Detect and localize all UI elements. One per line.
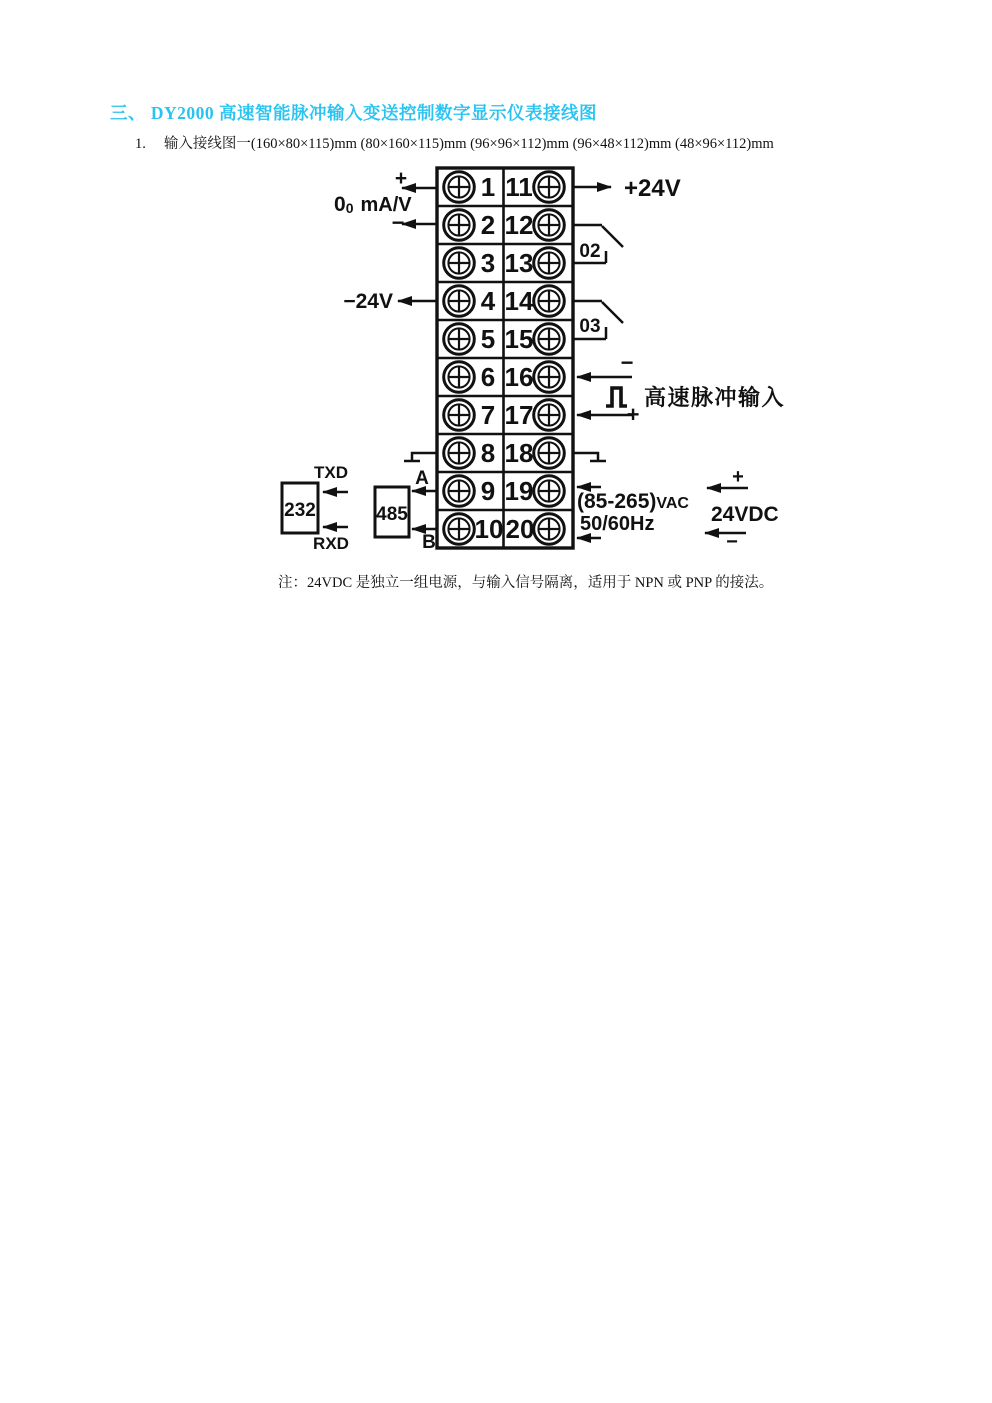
terminal-number: 16 (504, 362, 534, 392)
screw-terminal-icon (534, 324, 565, 355)
pulse-plus-label: + (626, 402, 640, 427)
screw-terminal-icon (444, 514, 475, 545)
screw-terminal-icon (534, 438, 565, 469)
terminal-number: 12 (504, 210, 534, 240)
screw-terminal-icon (444, 324, 475, 355)
ac-unit: VAC (656, 495, 689, 512)
screw-terminal-icon (444, 438, 475, 469)
section-heading: 三、 DY2000 高速智能脉冲输入变送控制数字显示仪表接线图 (110, 103, 598, 123)
screw-terminal-icon (534, 210, 565, 241)
terminal-number: 2 (480, 210, 496, 240)
screw-terminal-icon (444, 476, 475, 507)
pulse-minus-label: − (620, 350, 634, 375)
terminal-number: 7 (480, 400, 496, 430)
terminal-number: 14 (504, 286, 534, 316)
terminal-number: 13 (504, 248, 534, 278)
screw-terminal-icon (534, 362, 565, 393)
pulse-input-label: 高速脉冲输入 (644, 385, 786, 410)
rs232-box-label: 232 (284, 500, 316, 521)
wiring-diagram (260, 155, 820, 565)
relay-03-label: 03 (579, 316, 601, 337)
dc-plus-label: + (732, 466, 744, 488)
ac-freq-label: 50/60Hz (580, 513, 655, 535)
analog-unit: mA/V (360, 194, 412, 216)
relay-02-label: 02 (579, 241, 601, 262)
rxd-label: RXD (313, 534, 349, 553)
power-supply-wiring (577, 466, 779, 553)
terminal-number: 6 (480, 362, 496, 392)
terminal-number: 10 (474, 514, 504, 544)
neg24v-wiring (343, 290, 437, 313)
ac-range: (85-265) (577, 490, 657, 513)
pulse-input-wiring (577, 350, 785, 427)
terminal-number: 19 (504, 476, 534, 506)
terminal-number: 3 (480, 248, 496, 278)
relay-contact-03 (573, 301, 623, 339)
screw-terminal-icon (444, 172, 475, 203)
terminal-number: 4 (480, 286, 496, 316)
terminal-number: 9 (480, 476, 496, 506)
terminal-number: 15 (504, 324, 534, 354)
rs485-box-label: 485 (376, 504, 408, 525)
screw-terminal-icon (444, 210, 475, 241)
dc-rating-label: 24VDC (711, 503, 779, 526)
terminal-number: 17 (504, 400, 534, 430)
analog-plus-label: + (394, 167, 408, 190)
figure-caption (135, 132, 774, 153)
serial-comm-wiring (282, 463, 437, 553)
terminal-number: 11 (505, 172, 533, 202)
analog-io-label (334, 193, 412, 216)
terminal-number: 18 (504, 438, 534, 468)
txd-label: TXD (314, 463, 348, 482)
neg24v-label: −24V (343, 290, 393, 313)
analog-minus-label: − (391, 210, 405, 235)
analog-zero-sub: 0 (345, 200, 354, 216)
screw-terminal-icon (534, 400, 565, 431)
caption-text: 输入接线图一(160×80×115)mm (80×160×115)mm (96×96×112)mm (96×48×112)mm (48×96×112)mm (163, 136, 774, 152)
plus24v-wiring (573, 175, 681, 202)
plus24v-label: +24V (624, 175, 681, 202)
shield-symbol-right (573, 453, 606, 461)
screw-terminal-icon (534, 286, 565, 317)
relay-contact-02 (573, 225, 623, 263)
analog-output-wiring (334, 167, 437, 235)
screw-terminal-icon (444, 400, 475, 431)
shield-symbol-left (404, 453, 437, 461)
terminal-number: 20 (505, 514, 535, 544)
screw-terminal-icon (534, 248, 565, 279)
terminal-number: 8 (480, 438, 496, 468)
screw-terminal-icon (444, 286, 475, 317)
dc-minus-label: − (726, 531, 738, 553)
rs485-b-label: B (422, 532, 436, 553)
screw-terminal-icon (444, 248, 475, 279)
terminal-number: 1 (480, 172, 496, 202)
pulse-waveform-icon (606, 388, 627, 406)
terminal-number: 5 (480, 324, 496, 354)
analog-zero: 0 (334, 193, 346, 216)
caption-index: 1. (135, 136, 146, 152)
screw-terminal-icon (534, 172, 565, 203)
rs485-a-label: A (415, 468, 429, 489)
ac-rating-label (577, 490, 689, 513)
screw-terminal-icon (534, 476, 565, 507)
screw-terminal-icon (534, 514, 565, 545)
screw-terminal-icon (444, 362, 475, 393)
footnote: 注：24VDC 是独立一组电源，与输入信号隔离，适用于 NPN 或 PNP 的接法。 (278, 575, 774, 591)
